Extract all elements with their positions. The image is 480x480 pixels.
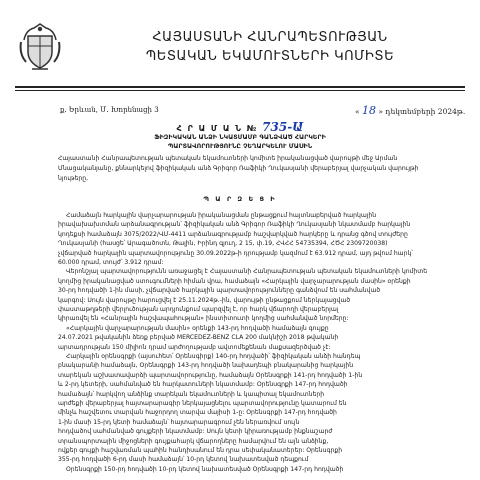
order-subtitle-line1: ՖԻԶԻԿԱԿԱՆ ԱՆՁԻ ՆԿԱՏՄԱՄԲ ԳԱՆՁՎԱԾ ՀԱՐԿԵՐԻ [154,134,326,141]
paragraph-line: 60.000 դրամ, տույժ՝ 3.912 դրամ: [58,259,164,266]
date-prefix: « [355,107,360,116]
paragraph-line: կողմից իրականացված ստուգումների հիման վրա, համաձայն «Հարկային վարչարարության մասին» օրենքի [58,277,411,285]
date-day: 18 [361,104,376,117]
paragraph-line: Ղուկասյանի (հասցե՝ Արագածոտն, Թալին, Իրինդ գյուղ, 2 15, փ.19, ՀՎՀՀ 54735394, ՀԾՀ 2309720038) [58,240,388,248]
paragraph-line: տարեկան աշխատավարձի պարտավորությունը, համաձայն Օրենսգրքի 141-րդ հոդվածի 1-ին [58,371,363,379]
paragraph-line: մինչև հաշվետու տարվան հաջորդող տարվա մայիսի 1-ը: Օրենսգրքի 147-րդ հոդվածի [58,409,337,417]
intro-line: Մնացականյանը, քննարկելով ֆիզիկական անձ Գրիգոր Ռաֆիկի Ղուկասյանի վերաբերյալ վարչական վարույթի [58,165,419,172]
order-date [355,104,465,117]
order-label: Հ Ր Ա Մ Ա Ն № [176,124,258,133]
order-number-line [0,120,480,134]
intro-line: Հայաստանի Հանրապետության պետական եկամուտների կոմիտե իրականացված վարույթի մեջ Արման [58,155,398,162]
paragraph-line: արժեքի վերաբերյալ հայտարարագիր ներկայացնելու պարտավորությունը կատարում են [58,400,347,407]
header-divider-thin [15,90,465,91]
coat-of-arms-emblem [18,22,62,72]
paragraph-line: 1-ին մասի 15-րդ կետի համաձայն՝ հայտարարագրում չեն ներառվում սույն [58,418,300,426]
paragraph-line: հոդվածով սահմանված գույքերի նկատմամբ: Սույն կետի կիրառությամբ ինքնաշարժ [58,428,333,436]
paragraph-line: կարգով: Սույն վարույթը հարուցվել է 25.11.2024թ.-ին, վարույթի ընթացքում ներկայացված [58,296,351,304]
paragraph-line: Օրենսգրքի 150-րդ հոդվածի 10-րդ կետով նախատեսված Օրենսգրքի 147-րդ հոդվածի [66,465,344,473]
decided-heading: Պ Ա Ր Զ Ե Ց Ի [203,195,277,203]
paragraph-line: համաձայն՝ հարկվող անձինք տարեկան եկամուտների և կապիտալ եկամուտների [58,390,325,398]
paragraph-line: 24.07.2021 թվականին ձեռք բերված MERCEDEZ-BENZ CLA 200 մակնիշի 2018 թվականի [58,334,339,342]
header-divider-thick [15,86,465,88]
order-number: 735-Ա [262,120,304,134]
paragraph-line: Համաձայն հարկային վարչարարության իրականացման ընթացքում հայտնաբերված հարկային [66,212,377,219]
paragraph-line: կոդեքսի համաձայն 3075/2022/ՎՄ-4411 արձանագրությամբ հաշվարկված հարկերը և դրանց գծով տույժերը [58,230,408,238]
paragraph-line: կիրառվել են «Հանրային հաշվապահության» ինստիտուտի կողմից սահմանված նորմերը: [58,315,349,323]
paragraph-line: «Հարկային վարչարարության մասին» օրենքի 143-րդ հոդվածի համաձայն գույքը [66,324,329,332]
paragraph-line: Վերոնշյալ պարտավորությունն առաջացել է Հայաստանի Հանրապետության պետական եկամուտների կոմիտե [66,268,428,276]
paragraph-line: 30-րդ հոդվածի 1-ին մասի, չվճարված հարկային պարտավորությունները գանձվում են սահմանված [58,287,381,295]
order-subtitle-line2: ՊԱՐՏԱՎՈՐՈՒԹՅՈՒՆԸ ՉԵՂԱՐԿԵԼՈՒ ՄԱՍԻՆ [167,143,313,150]
paragraph-line: տրանսպորտային միջոցների գույքահարկ վճարողները համարվում են այն անձինք, [58,437,329,445]
date-suffix: » դեկտեմբերի 2024թ. [378,107,466,116]
paragraph-line: բնակարանի համաձայն, Օրենսգրքի 143-րդ հոդվածի նախադեպի բնակարանից հարկային [58,362,354,370]
paragraph-line: 355-րդ հոդվածի 6-րդ մասի համաձայն՝ 10-րդ կետով նախատեսված դեպքում [58,456,309,464]
org-title-line1: ՀԱՅԱՍՏԱՆԻ ՀԱՆՐԱՊԵՏՈՒԹՅԱՆ [152,30,388,45]
paragraph-line: և 2-րդ կետերի, սահմանված են հարկատուների նկատմամբ: Օրենսգրքի 147-րդ հոդվածի [58,381,348,389]
intro-line: նյութերը, [58,175,89,182]
paragraph-line: արտադրության 150 միլիոն դրամ արժողությամբ ավտոմեքենան մաքսազերծված չէ: [58,343,331,351]
address: ք. Երևան, Մ. Խորենացի 3 [60,106,159,114]
paragraph-line: փաստաթղթերի վերլուծության արդյունքում պարզվել է, որ հարկ վճարողի վերաբերյալ [58,306,339,313]
paragraph-line: Հարկային օրենսգրքի (այսուհետ՝ Օրենսգիրք) 140-րդ հոդվածի՝ ֆիզիկական անձի հանդեպ [66,353,361,360]
org-title-line2: ՊԵՏԱԿԱՆ ԵԿԱՄՈՒՏՆԵՐԻ ԿՈՄԻՏԵ [145,49,395,64]
paragraph-line: իրավախախտման արձանագրության՝ ֆիզիկական անձ Գրիգոր Ռաֆիկի Ղուկասյանի նկատմամբ հարկային [58,221,411,229]
paragraph-line: չվճարված հարկային պարտավորությունը 30.09.2022թ-ի դրությամբ կազմում է 63.912 դրամ, այդ թվում հարկ՝ [58,249,413,257]
paragraph-line: ովքեր գույքի հաշվառման պահին հանդիսանում են դրա սեփականատերեր: Օրենսգրքի [58,447,343,454]
